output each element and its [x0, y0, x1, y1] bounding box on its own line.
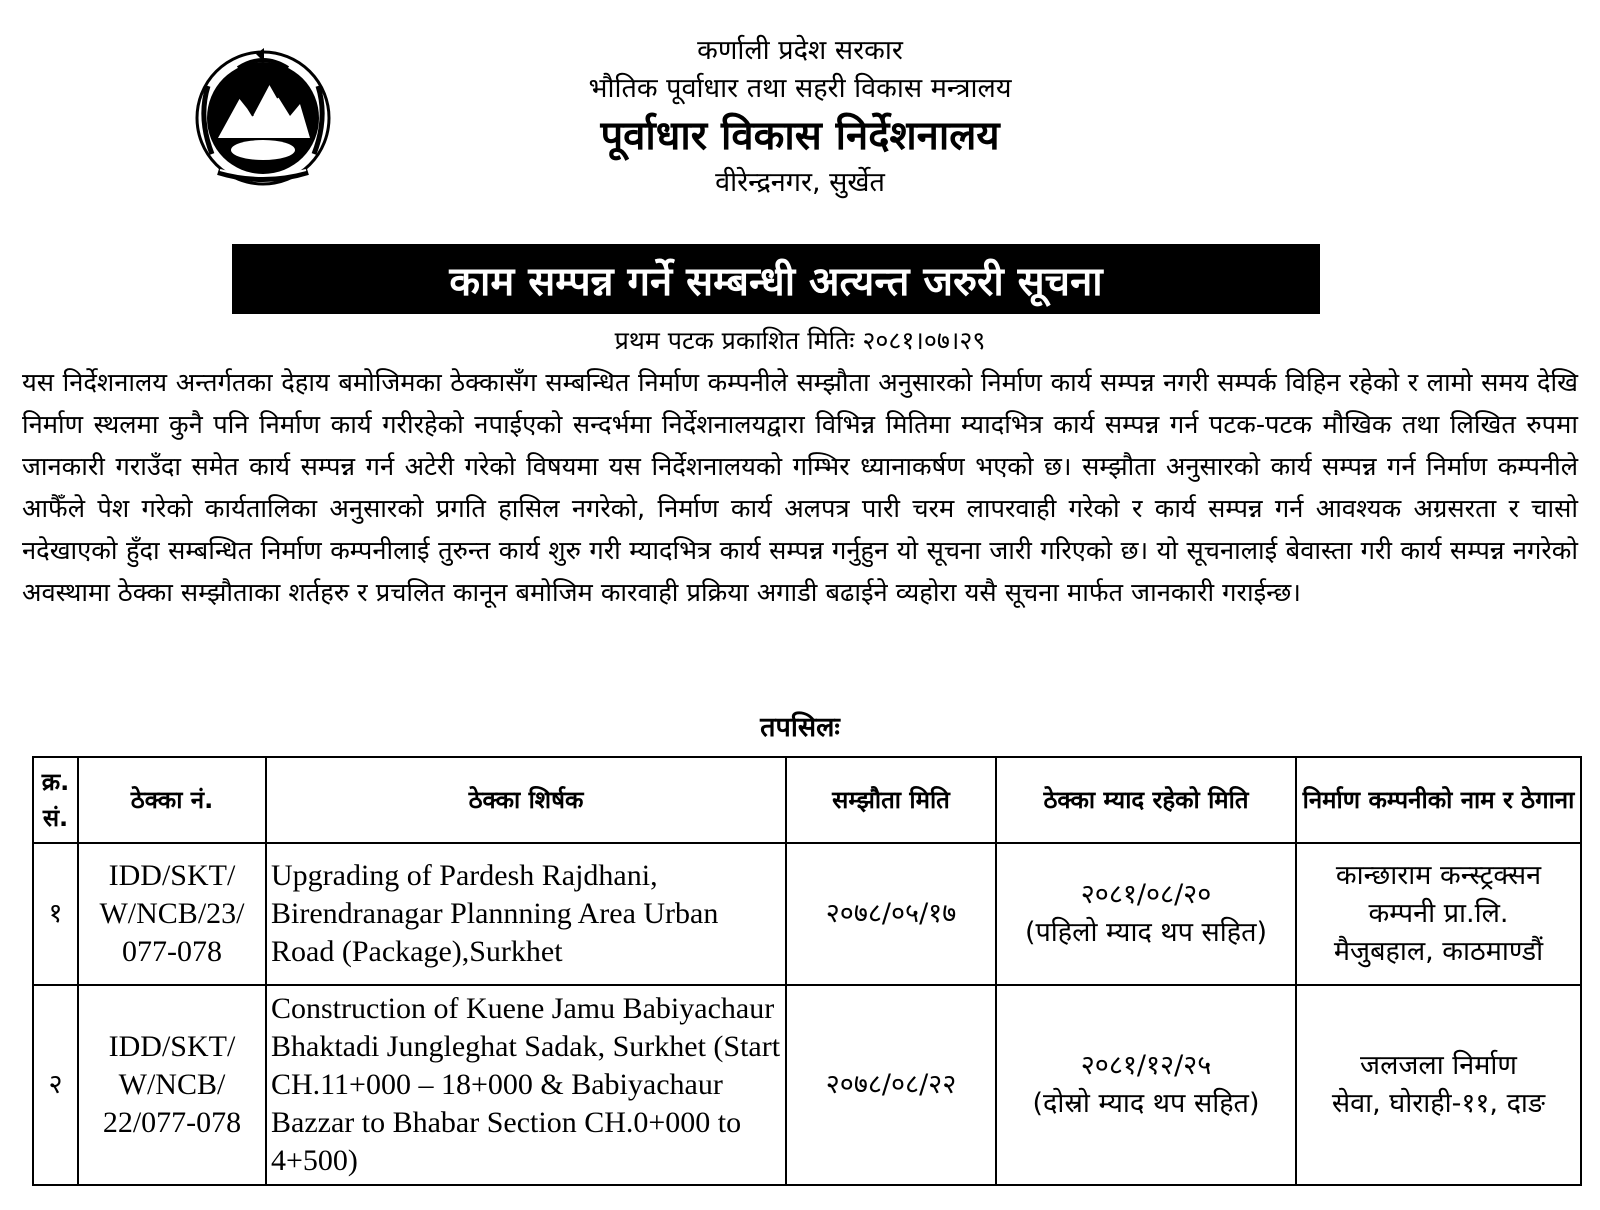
- notice-page: [10, 10, 1590, 1190]
- row-contract-title: Upgrading of Pardesh Rajdhani, Birendranagar Plannning Area Urban Road (Package),Surkhet: [266, 843, 786, 985]
- notice-body: यस निर्देशनालय अन्तर्गतका देहाय बमोजिमका ठेक्कासँग सम्बन्धित निर्माण कम्पनीले सम्झौता अनुसारको निर्माण कार्य सम्पन्न नगरी सम्पर्क विहिन रहेको र लामो समय देखि निर्माण स्थलमा कुनै पनि निर्माण कार्य गरीरहेको नपाईएको सन्दर्भमा निर्देशनालयद्वारा विभिन्न मितिमा म्यादभित्र कार्य सम्पन्न गर्न पटक-पटक मौखिक तथा लिखित रुपमा जानकारी गराउँदा समेत कार्य सम्पन्न गर्न अटेरी गरेको विषयमा यस निर्देशनालयको गम्भिर ध्यानाकर्षण भएको छ। सम्झौता अनुसारको कार्य सम्पन्न गर्न निर्माण कम्पनीले आफैँले पेश गरेको कार्यतालिका अनुसारको प्रगति हासिल नगरेको, निर्माण कार्य अलपत्र पारी चरम लापरवाही गरेको र कार्य सम्पन्न गर्न आवश्यक अग्रसरता र चासो नदेखाएको हुँदा सम्बन्धित निर्माण कम्पनीलाई तुरुन्त कार्य शुरु गरी म्यादभित्र कार्य सम्पन्न गर्नुहुन यो सूचना जारी गरिएको छ। यो सूचनालाई बेवास्ता गरी कार्य सम्पन्न नगरेको अवस्थामा ठेक्का सम्झौताका शर्तहरु र प्रचलित कानून बमोजिम कारवाही प्रक्रिया अगाडी बढाईने व्यहोरा यसै सूचना मार्फत जानकारी गराईन्छ।: [22, 368, 1578, 608]
- office-name: पूर्वाधार विकास निर्देशनालय: [600, 113, 1000, 159]
- row-company-name: कान्छाराम कन्स्ट्रक्सन कम्पनी प्रा.लि.: [1335, 860, 1542, 929]
- row-company-address: सेवा, घोराही-११, दाङ: [1331, 1088, 1546, 1119]
- row-contract-no: IDD/SKT/ W/NCB/23/ 077-078: [78, 843, 266, 985]
- row-serial: १: [33, 843, 78, 985]
- row-expiry-note: (दोस्रो म्याद थप सहित): [1032, 1088, 1260, 1119]
- contracts-table: [32, 756, 1582, 1186]
- row-expiry: [996, 843, 1296, 985]
- notice-title: काम सम्पन्न गर्ने सम्बन्धी अत्यन्त जरुरी सूचना: [232, 244, 1320, 314]
- row-expiry: [996, 985, 1296, 1185]
- row-company-address: मैजुबहाल, काठमाण्डौं: [1333, 936, 1544, 967]
- header-contract-no: ठेक्का नं.: [78, 757, 266, 843]
- province-government: कर्णाली प्रदेश सरकार: [697, 35, 903, 66]
- row-expiry-date: २०८१/१२/२५: [1080, 1050, 1212, 1081]
- row-agreement-date: २०७८/०५/१७: [786, 843, 996, 985]
- row-contract-title: Construction of Kuene Jamu Babiyachaur Bhaktadi Jungleghat Sadak, Surkhet (Start CH.11+000 – 18+000 & Babiyachaur Bazzar to Bhabar Section CH.0+000 to 4+500): [266, 985, 786, 1185]
- header-agreement-date: सम्झौता मिति: [786, 757, 996, 843]
- row-expiry-date: २०८१/०८/२०: [1080, 879, 1212, 910]
- row-expiry-note: (पहिलो म्याद थप सहित): [1024, 917, 1268, 948]
- office-location: वीरेन्द्रनगर, सुर्खेत: [715, 167, 885, 198]
- row-agreement-date: २०७८/०८/२२: [786, 985, 996, 1185]
- publish-date: प्रथम पटक प्रकाशित मितिः २०८१।०७।२९: [614, 326, 986, 355]
- row-company-name: जलजला निर्माण: [1360, 1050, 1517, 1081]
- header-contract-title: ठेक्का शिर्षक: [266, 757, 786, 843]
- details-heading: तपसिलः: [760, 712, 840, 743]
- header-serial: क्र. सं.: [33, 757, 78, 843]
- row-contract-no: IDD/SKT/ W/NCB/ 22/077-078: [78, 985, 266, 1185]
- header-expiry-date: ठेक्का म्याद रहेको मिति: [996, 757, 1296, 843]
- letterhead: [10, 32, 1590, 202]
- table-header-row: [33, 757, 1581, 843]
- row-company: [1296, 985, 1581, 1185]
- table-row: [33, 843, 1581, 985]
- ministry-name: भौतिक पूर्वाधार तथा सहरी विकास मन्त्रालय: [588, 73, 1012, 104]
- row-serial: २: [33, 985, 78, 1185]
- header-company: निर्माण कम्पनीको नाम र ठेगाना: [1296, 757, 1581, 843]
- table-row: [33, 985, 1581, 1185]
- row-company: [1296, 843, 1581, 985]
